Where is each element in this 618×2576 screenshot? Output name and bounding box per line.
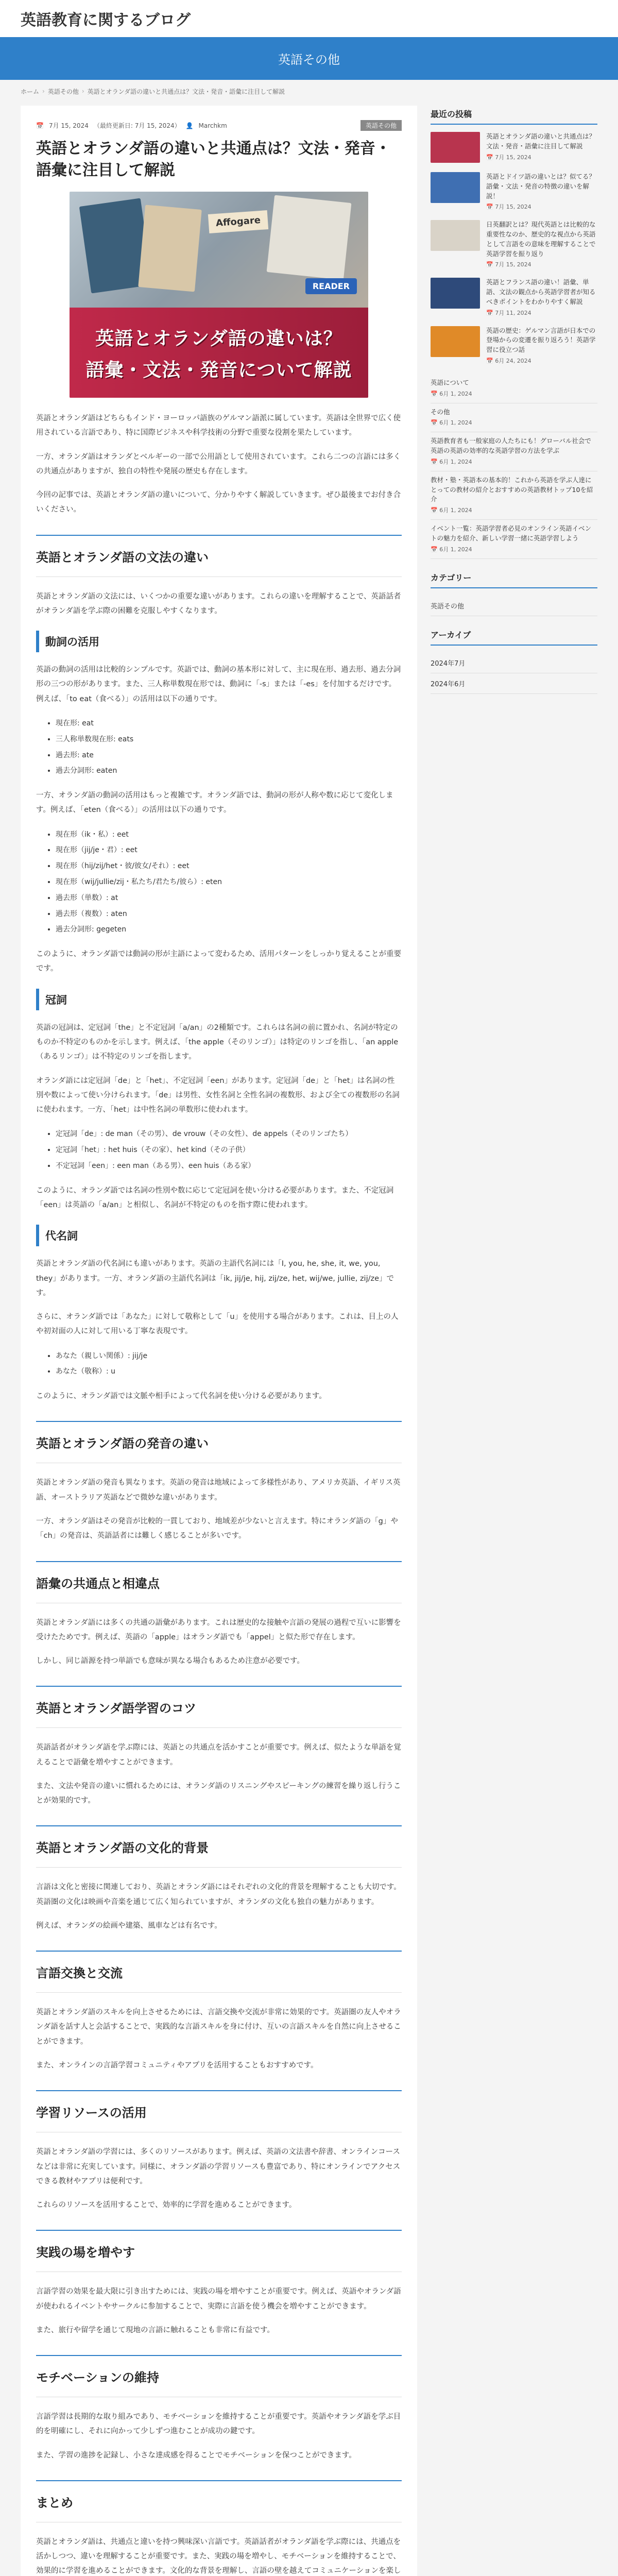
category-banner: 英語その他: [0, 37, 618, 80]
recent-post-date: [431, 457, 597, 466]
list-item: • 不定冠詞「een」: een man（ある男）、een huis（ある家）: [56, 1158, 402, 1174]
paragraph: 英語とオランダ語のスキルを向上させるためには、言語交換や交流が非常に効果的です。英語圏の友人やオランダ語を話す人と会話することで、実践的な言語スキルを身に付け、互いの言語スキルを自然に向上させることができます。: [36, 2008, 401, 2046]
list-item: • 三人称単数現在形: eats: [56, 732, 402, 748]
post-updated: （最終更新日: 7月 15, 2024）: [93, 122, 181, 129]
breadcrumb-separator: ›: [42, 88, 45, 95]
recent-post-item[interactable]: [431, 172, 597, 211]
list-item: • 過去分詞形: eaten: [56, 763, 402, 779]
recent-post-date: [486, 357, 597, 365]
paragraph: 一方、オランダ語の動詞の活用はもっと複雑です。オランダ語では、動詞の形が人称や数に応じて変化します。例えば、「eten（食べる）」の活用は以下の通りです。: [36, 791, 393, 815]
post-meta: [36, 120, 402, 131]
categories-widget: [431, 569, 597, 616]
paragraph: このように、オランダ語では動詞の形が主語によって変わるため、活用パターンをしっかり覚えることが重要です。: [36, 950, 402, 973]
recent-post-title[interactable]: 英語について: [431, 378, 469, 386]
list-item: • 過去分詞形: gegeten: [56, 922, 402, 938]
book-shape: [267, 195, 352, 280]
paragraph: 例えば、オランダの絵画や建築、風車などは有名です。: [36, 1921, 222, 1930]
sidebar: [431, 106, 597, 2576]
section-heading-vocab: 語彙の共通点と相違点: [36, 1561, 402, 1603]
widget-title: カテゴリー: [431, 569, 597, 588]
post-author[interactable]: Marchkm: [198, 122, 227, 129]
paragraph: このように、オランダ語では文脈や相手によって代名詞を使い分ける必要があります。: [36, 1392, 327, 1401]
paragraph: さらに、オランダ語では「あなた」に対して敬称として「u」を使用する場合があります。これは、目上の人や初対面の人に対して用いる丁寧な表現です。: [36, 1313, 399, 1336]
date-text: 6月 24, 2024: [495, 357, 531, 364]
recent-post-title[interactable]: 日英翻訳とは？現代英語とは比較的な重要性なのか、歴史的な視点から英語として言語をの意味を理解することで英語学習を振り返り: [486, 221, 596, 258]
list-item: • 現在形（hij/zij/het・彼/彼女/それ）: eet: [56, 858, 402, 874]
subheading-articles: 冠詞: [36, 989, 402, 1010]
paragraph: 一方、オランダ語はその発音が比較的一貫しており、地域差が少ないと言えます。特にオランダ語の「g」や「ch」の発音は、英語話者には難しく感じることが多いです。: [36, 1517, 398, 1540]
intro-paragraph: 英語とオランダ語はどちらもインド・ヨーロッパ語族のゲルマン語派に属しています。英語は全世界で広く使用されている言語であり、特に国際ビジネスや科学技術の分野で重要な役割を果たしています。: [36, 414, 401, 437]
recent-posts-widget: [431, 106, 597, 559]
paragraph: 英語の動詞の活用は比較的シンプルです。英語では、動詞の基本形に対して、主に現在形、過去形、過去分詞形の三つの形があります。また、三人称単数現在形では、動詞に「-s」または「-es」を付加するだけです。例えば、「to eat（食べる）」の活用は以下の通りです。: [36, 666, 401, 703]
date-text: 7月 15, 2024: [495, 204, 531, 211]
breadcrumb: [0, 80, 618, 103]
date-text: 6月 1, 2024: [439, 458, 472, 465]
paragraph: また、文法や発音の違いに慣れるためには、オランダ語のリスニングやスピーキングの練習を繰り返し行うことが効果的です。: [36, 1782, 401, 1805]
section-heading-grammar: 英語とオランダ語の文法の違い: [36, 535, 402, 577]
list-item: • 過去形（複数）: aten: [56, 906, 402, 922]
verb-list-english: [56, 716, 402, 779]
calendar-icon: 📅: [486, 357, 495, 364]
paragraph: また、オンラインの言語学習コミュニティやアプリを活用することもおすすめです。: [36, 2061, 318, 2070]
recent-post-date: [486, 260, 597, 268]
post-date: 7月 15, 2024: [48, 122, 89, 129]
list-item: • あなた（敬称）: u: [56, 1364, 402, 1380]
recent-post-item[interactable]: [431, 432, 597, 471]
date-text: 6月 1, 2024: [439, 390, 472, 397]
paragraph: 英語とオランダ語の代名詞にも違いがあります。英語の主語代名詞には「I, you, he, she, it, we, you, they」があります。一方、オランダ語の主語代名詞は「ik, jij/je, hij, zij/ze, het, wij/we, jullie, zij/ze」です。: [36, 1260, 394, 1297]
pronoun-list: [56, 1348, 402, 1380]
date-text: 6月 1, 2024: [439, 546, 472, 553]
recent-post-item[interactable]: [431, 403, 597, 433]
book-shape: [138, 205, 202, 292]
date-text: 6月 1, 2024: [439, 507, 472, 514]
recent-post-item[interactable]: [431, 374, 597, 403]
calendar-icon: 📅: [36, 122, 44, 129]
calendar-icon: 📅: [486, 204, 495, 211]
archive-link[interactable]: 2024年7月: [431, 653, 597, 673]
paragraph: 言語は文化と密接に関連しており、英語とオランダ語にはそれぞれの文化的背景を理解することも大切です。英語圏の文化は映画や音楽を通じて広く知られていますが、オランダの文化も独自の魅力があります。: [36, 1883, 401, 1906]
affogare-label: Affogare: [208, 210, 268, 233]
list-item: • 現在形（jij/je・君）: eet: [56, 842, 402, 858]
paragraph: このように、オランダ語では名詞の性別や数に応じて定冠詞を使い分ける必要があります。また、不定冠詞「een」は英語の「a/an」と相似し、名詞が不特定のものを指す際に使われます。: [36, 1186, 394, 1209]
post-title: 英語とオランダ語の違いと共通点は？文法・発音・語彙に注目して解説: [36, 140, 391, 179]
calendar-icon: 📅: [431, 390, 440, 397]
paragraph: 言語学習の効果を最大限に引き出すためには、実践の場を増やすことが重要です。例えば、英語やオランダ語が使われるイベントやサークルに参加することで、実際に言語を使う機会を増やすことができます。: [36, 2287, 401, 2311]
post-thumbnail[interactable]: [431, 132, 480, 163]
post-thumbnail[interactable]: [431, 326, 480, 357]
content-wrapper: [0, 103, 618, 2576]
list-item: • あなた（親しい関係）: jij/je: [56, 1348, 402, 1364]
paragraph: 言語学習は長期的な取り組みであり、モチベーションを維持することが重要です。英語やオランダ語を学ぶ目的を明確にし、それに向かって少しずつ進むことが成功の鍵です。: [36, 2413, 401, 2436]
archive-widget: [431, 626, 597, 694]
section-heading-motivation: モチベーションの維持: [36, 2355, 402, 2397]
paragraph: 英語話者がオランダ語を学ぶ際には、英語との共通点を活かすことが重要です。例えば、似たような単語を覚えることで語彙を増やすことができます。: [36, 1743, 401, 1767]
eyecatch-banner: [70, 308, 368, 398]
paragraph: オランダ語には定冠詞「de」と「het」、不定冠詞「een」があります。定冠詞「de」と「het」は名詞の性別や数によって使い分けられます。「de」は男性、女性名詞と全性名詞の複数形、および全ての複数形の名詞に使われます。一方、「het」は中性名詞の単数形に使われます。: [36, 1076, 400, 1114]
recent-post-item[interactable]: [431, 520, 597, 559]
paragraph: また、学習の進捗を記録し、小さな達成感を得ることでモチベーションを保つことができます。: [36, 2451, 356, 2460]
date-text: 6月 1, 2024: [439, 419, 472, 427]
archive-link[interactable]: 2024年6月: [431, 673, 597, 694]
subheading-verbs: 動詞の活用: [36, 631, 402, 652]
calendar-icon: 📅: [486, 154, 495, 161]
recent-post-title[interactable]: 英語の歴史：ゲルマン言語が日本での登場からの変遷を振り返ろう！英語学習に役立つ話: [486, 326, 596, 353]
intro-paragraph: 今回の記事では、英語とオランダ語の違いについて、分かりやすく解説していきます。ぜひ最後までお付き合いください。: [36, 491, 401, 514]
recent-post-date: [431, 389, 597, 398]
post-thumbnail[interactable]: [431, 278, 480, 309]
section-heading-summary: まとめ: [36, 2480, 402, 2522]
paragraph: 英語とオランダ語の発音も異なります。英語の発音は地域によって多様性があり、アメリカ英語、イギリス英語、オーストラリア英語などで微妙な違いがあります。: [36, 1479, 401, 1502]
list-item: • 過去形（単数）: at: [56, 890, 402, 906]
list-item: • 過去形: ate: [56, 748, 402, 764]
recent-post-date: [486, 309, 597, 317]
section-heading-culture: 英語とオランダ語の文化的背景: [36, 1825, 402, 1868]
list-item: • 現在形: eat: [56, 716, 402, 732]
recent-post-item[interactable]: [431, 471, 597, 520]
calendar-icon: 📅: [431, 419, 440, 427]
subheading-pronouns: 代名詞: [36, 1225, 402, 1246]
list-item: • 定冠詞「de」: de man（その男）、de vrouw（その女性）、de appels（そのリンゴたち）: [56, 1126, 402, 1142]
widget-title: 最近の投稿: [431, 106, 597, 125]
recent-post-date: [486, 153, 597, 161]
paragraph: しかし、同じ語源を持つ単語でも意味が異なる場合もあるため注意が必要です。: [36, 1657, 304, 1666]
recent-post-title[interactable]: 英語とオランダ語の違いと共通点は？文法・発音・語彙に注目して解説: [486, 132, 596, 150]
recent-post-title[interactable]: 英語とドイツ語の違いとは？似てる？語彙・文法・発音の特徴の違いを解説！: [486, 173, 595, 200]
paragraph: これらのリソースを活用することで、効率的に学習を進めることができます。: [36, 2201, 297, 2210]
recent-post-item[interactable]: [431, 326, 597, 365]
recent-post-item[interactable]: [431, 220, 597, 268]
post-thumbnail[interactable]: [431, 220, 480, 251]
recent-post-date: [431, 545, 597, 553]
paragraph: 英語とオランダ語の文法には、いくつかの重要な違いがあります。これらの違いを理解することで、英語話者がオランダ語を学ぶ際の困難を克服しやすくなります。: [36, 592, 401, 615]
paragraph: 英語とオランダ語の学習には、多くのリソースがあります。例えば、英語の文法書や辞書、オンラインコースなどは非常に充実しています。同様に、オランダ語の学習リソースも豊富であり、特にオンラインでアクセスできる教材やアプリは便利です。: [36, 2148, 401, 2185]
eyecatch-image: [70, 192, 368, 398]
reader-label: READER: [305, 278, 357, 294]
section-heading-exchange: 言語交換と交流: [36, 1951, 402, 1993]
section-heading-practice: 実践の場を増やす: [36, 2230, 402, 2272]
site-title[interactable]: 英語教育に関するブログ: [21, 11, 191, 29]
breadcrumb-separator: ›: [81, 88, 84, 95]
recent-post-item[interactable]: [431, 278, 597, 316]
verb-list-dutch: [56, 827, 402, 938]
post-category-badge[interactable]: 英語その他: [360, 120, 402, 131]
recent-post-date: [486, 202, 597, 211]
breadcrumb-home[interactable]: ホーム: [21, 88, 40, 95]
recent-post-title[interactable]: 教材・塾・英語本の基本的！これから英語を学ぶ人達にとっての教材の紹介とおすすめの英語教材トップ10を紹介: [431, 476, 593, 503]
breadcrumb-category[interactable]: 英語その他: [47, 88, 79, 95]
paragraph: 英語とオランダ語は、共通点と違いを持つ興味深い言語です。英語話者がオランダ語を学ぶ際には、共通点を活かしつつ、違いを理解することが重要です。また、実践の場を増やし、モチベーションを維持することで、効果的に学習を進めることができます。文化的な背景を理解し、言語の壁を越えてコミュニケーションを楽し: [36, 2537, 401, 2575]
recent-post-title[interactable]: 英語とフランス語の違い！語彙、単語、文法の観点から英語学習者が知るべきポイントをわかりやすく解説: [486, 278, 596, 306]
eyecatch-line1: 英語とオランダ語の違いは？: [95, 328, 342, 349]
paragraph: 英語とオランダ語には多くの共通の語彙があります。これは歴史的な接触や言語の発展の過程で互いに影響を受けたためです。例えば、英語の「apple」はオランダ語でも「appel」と似た形で存在します。: [36, 1618, 401, 1641]
date-text: 7月 11, 2024: [495, 309, 531, 316]
recent-post-date: [431, 418, 597, 427]
post-thumbnail[interactable]: [431, 172, 480, 203]
recent-post-item[interactable]: [431, 132, 597, 163]
site-header: [0, 0, 618, 37]
widget-title: アーカイブ: [431, 626, 597, 646]
date-text: 7月 15, 2024: [495, 261, 531, 268]
recent-post-title[interactable]: イベント一覧：英語学習者必見のオンライン英語イベントの魅力を紹介、新しい学習一緒に英語学習しよう: [431, 524, 592, 542]
recent-post-title[interactable]: その他: [431, 408, 450, 416]
list-item: • 現在形（ik・私）: eet: [56, 827, 402, 843]
recent-post-title[interactable]: 英語教育者も一般家庭の人たちにも！グローバル社会で英語の英語の効率的な英語学習の方法を学ぶ: [431, 437, 591, 454]
article-list: [56, 1126, 402, 1174]
recent-post-date: [431, 506, 597, 514]
calendar-icon: 📅: [486, 261, 495, 268]
list-item: • 現在形（wij/jullie/zij・私たち/君たち/彼ら）: eten: [56, 874, 402, 890]
section-heading-pronunciation: 英語とオランダ語の発音の違い: [36, 1421, 402, 1463]
calendar-icon: 📅: [431, 458, 440, 465]
section-heading-tips: 英語とオランダ語学習のコツ: [36, 1686, 402, 1728]
section-heading-resources: 学習リソースの活用: [36, 2090, 402, 2132]
calendar-icon: 📅: [431, 507, 440, 514]
calendar-icon: 📅: [431, 546, 440, 553]
author-icon: 👤: [185, 122, 194, 129]
category-link[interactable]: 英語その他: [431, 596, 597, 616]
list-item: • 定冠詞「het」: het huis（その家）、het kind（その子供）: [56, 1142, 402, 1158]
breadcrumb-current: 英語とオランダ語の違いと共通点は？文法・発音・語彙に注目して解説: [87, 88, 285, 95]
date-text: 7月 15, 2024: [495, 154, 531, 161]
calendar-icon: 📅: [486, 309, 495, 316]
paragraph: 英語の冠詞は、定冠詞「the」と不定冠詞「a/an」の2種類です。これらは名詞の前に置かれ、名詞が特定のものか不特定のものかを示します。例えば、「the apple（そのリンゴ）」は特定のリンゴを指し、「an apple（あるリンゴ）」は不特定のリンゴを指します。: [36, 1023, 399, 1061]
eyecatch-line2: 語彙・文法・発音について解説: [85, 359, 352, 381]
paragraph: また、旅行や留学を通じて現地の言語に触れることも非常に有益です。: [36, 2326, 274, 2334]
main-article: [21, 106, 417, 2576]
intro-paragraph: 一方、オランダ語はオランダとベルギーの一部で公用語として使用されています。これら二つの言語には多くの共通点がありますが、独自の特性や発展の歴史も存在します。: [36, 452, 401, 476]
